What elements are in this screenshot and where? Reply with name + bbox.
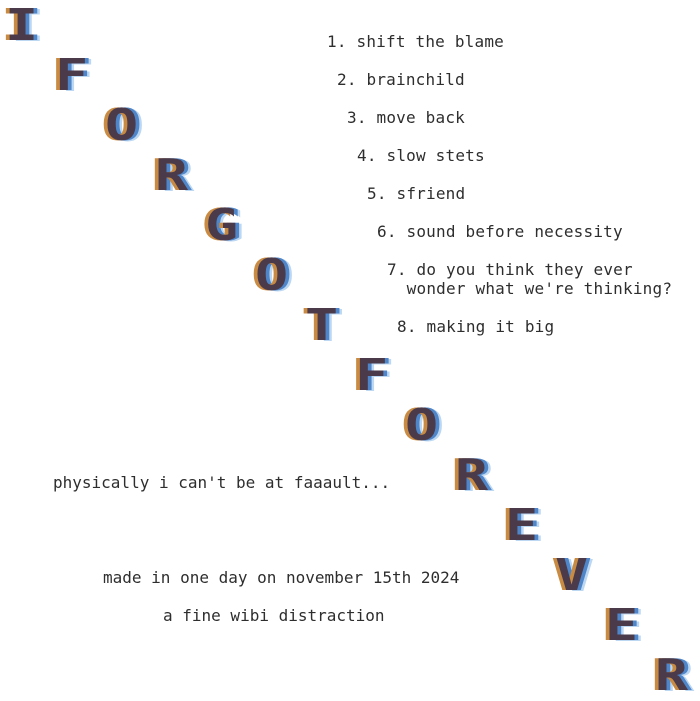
title-letter-11: E — [505, 500, 539, 551]
track-item-5: 5. sfriend — [367, 184, 466, 203]
title-letter-3: O — [105, 100, 139, 151]
tagline-text: physically i can't be at faaault... — [53, 473, 391, 492]
track-item-8: 8. making it big — [397, 317, 555, 336]
track-item-6: 6. sound before necessity — [377, 222, 623, 241]
title-letter-4: R — [155, 150, 189, 201]
made-date-note: made in one day on november 15th 2024 — [103, 568, 460, 587]
track-item-2: 2. brainchild — [337, 70, 465, 89]
distraction-note: a fine wibi distraction — [163, 606, 385, 625]
title-letter-2: F — [55, 50, 89, 101]
track-item-4: 4. slow stets — [357, 146, 485, 165]
track-item-3: 3. move back — [347, 108, 465, 127]
title-letter-12: V — [555, 550, 589, 601]
title-letter-14: R — [655, 650, 689, 701]
title-letter-9: O — [405, 400, 439, 451]
title-letter-5: G — [205, 200, 239, 251]
track-item-1: 1. shift the blame — [327, 32, 504, 51]
title-letter-13: E — [605, 600, 639, 651]
title-letter-1: I — [5, 0, 39, 51]
title-letter-10: R — [455, 450, 489, 501]
title-letter-8: F — [355, 350, 389, 401]
track-item-7: 7. do you think they ever wonder what we're thinking? — [387, 260, 673, 298]
title-letter-6: O — [255, 250, 289, 301]
title-letter-7: T — [305, 300, 339, 351]
